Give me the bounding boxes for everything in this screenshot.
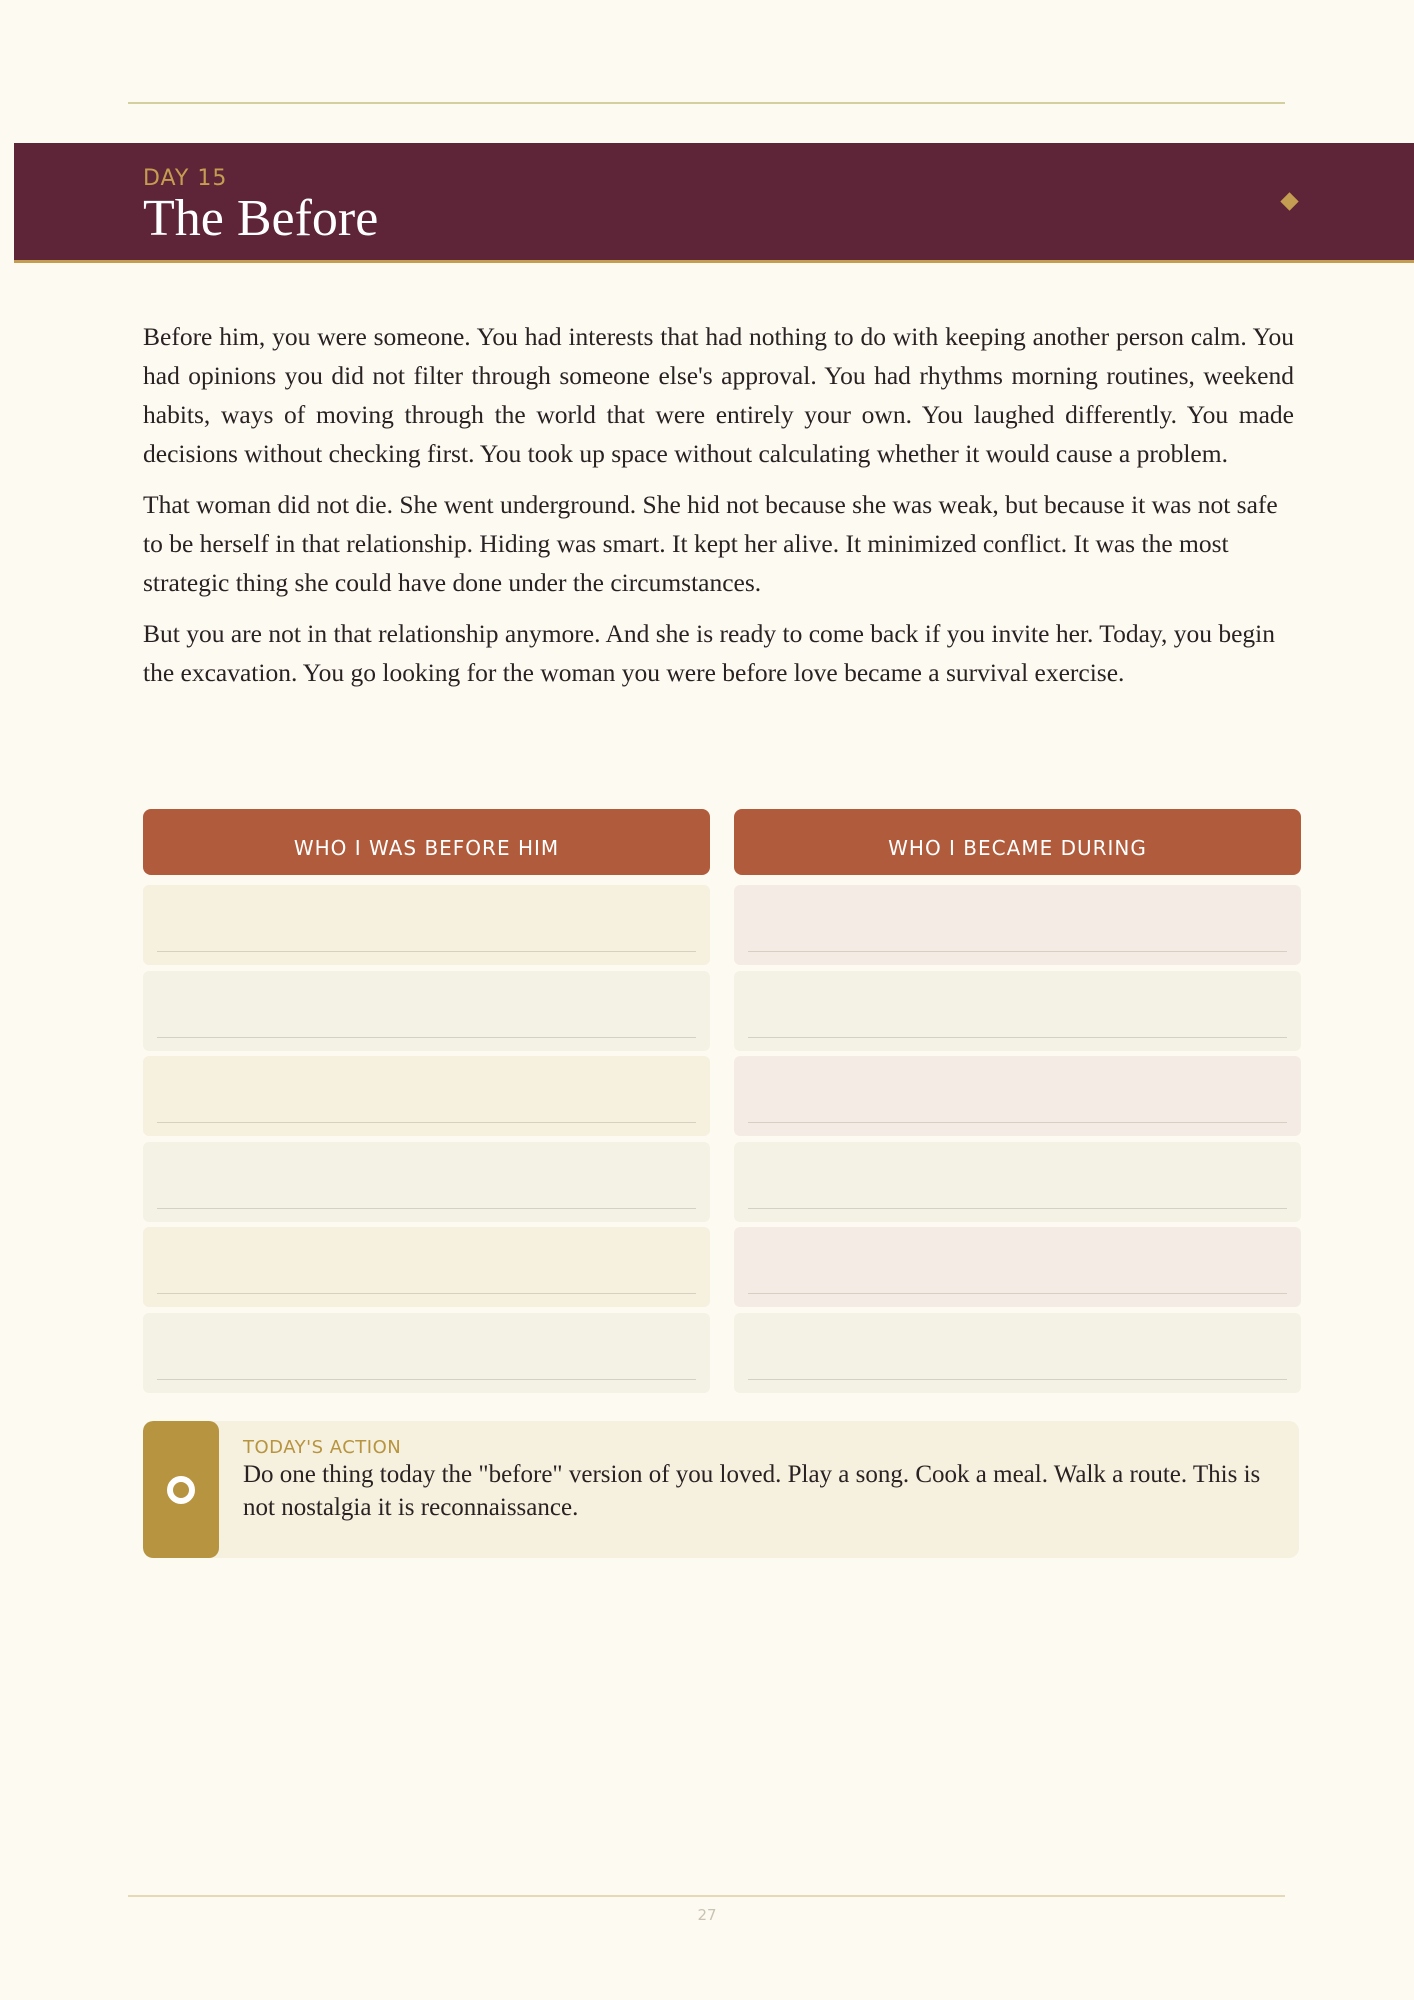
page-number: 27 — [697, 1906, 717, 1924]
todays-action-box — [143, 1421, 1299, 1558]
day-banner — [14, 143, 1414, 263]
during-column-header: WHO I BECAME DURING — [734, 809, 1301, 875]
page-title: The Before — [143, 190, 379, 247]
writing-line[interactable] — [143, 1227, 710, 1307]
action-text: Do one thing today the "before" version of you loved. Play a song. Cook a meal. Walk a route. This is not nostalgia it is reconnaissance. — [243, 1461, 1261, 1521]
before-column — [143, 809, 710, 1398]
body-text — [143, 317, 1294, 704]
paragraph-3: But you are not in that relationship anymore. And she is ready to come back if you invite her. Today, you begin the excavation. You go looking for the woman you were before love became a survival exercise. — [143, 619, 1276, 687]
writing-line[interactable] — [734, 1313, 1301, 1393]
writing-line[interactable] — [734, 1227, 1301, 1307]
writing-line[interactable] — [143, 971, 710, 1051]
writing-line[interactable] — [734, 885, 1301, 965]
before-column-header: WHO I WAS BEFORE HIM — [143, 809, 710, 875]
writing-line[interactable] — [143, 1142, 710, 1222]
writing-line[interactable] — [143, 1056, 710, 1136]
diamond-icon — [1280, 192, 1298, 210]
action-label: TODAY'S ACTION — [243, 1437, 402, 1458]
top-divider — [128, 102, 1285, 104]
action-accent-bar — [143, 1421, 219, 1558]
bottom-divider — [128, 1895, 1285, 1897]
target-icon — [167, 1476, 195, 1504]
writing-line[interactable] — [734, 1056, 1301, 1136]
day-label: DAY 15 — [143, 166, 228, 191]
paragraph-1: Before him, you were someone. You had interests that had nothing to do with keeping another person calm. You had opinions you did not filter through someone else's approval. You had rhythms morning routines, weekend habits, ways of moving through the world that were entirely your own. You laughed differently. You made decisions without checking first. You took up space without calculating whether it would cause a problem. — [143, 322, 1294, 468]
writing-line[interactable] — [734, 1142, 1301, 1222]
writing-line[interactable] — [734, 971, 1301, 1051]
during-column — [734, 809, 1301, 1398]
writing-line[interactable] — [143, 885, 710, 965]
writing-line[interactable] — [143, 1313, 710, 1393]
paragraph-2: That woman did not die. She went underground. She hid not because she was weak, but because it was not safe to be herself in that relationship. Hiding was smart. It kept her alive. It minimized conflict. It was the most strategic thing she could have done under the circumstances. — [143, 490, 1278, 597]
